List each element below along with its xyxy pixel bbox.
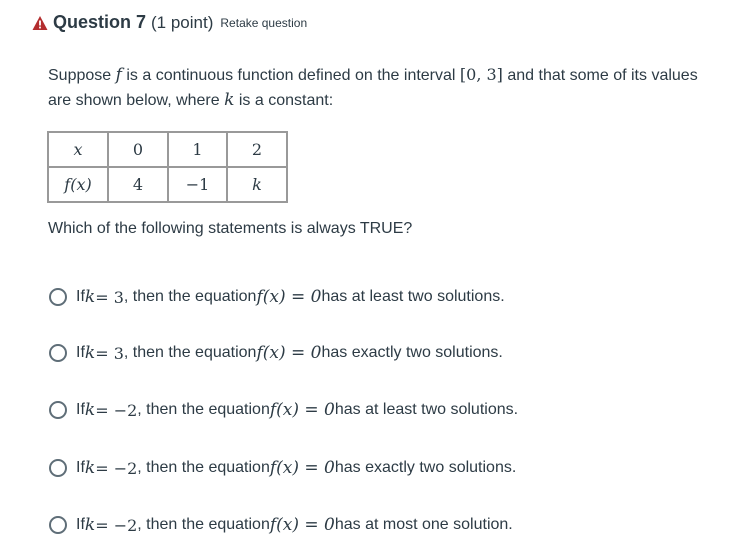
option-text: If (76, 459, 85, 476)
table-cell: 4 (108, 167, 168, 202)
table-header-x: x (48, 132, 108, 167)
answer-option[interactable] (49, 287, 505, 307)
option-text: has at least two solutions. (321, 288, 505, 305)
option-text: , then the equation (123, 288, 257, 305)
option-text: , then the equation (137, 516, 270, 533)
radio-button[interactable] (49, 288, 67, 306)
option-text: , then the equation (137, 401, 270, 418)
radio-button[interactable] (49, 401, 67, 419)
math-k: k (84, 458, 96, 478)
option-text: If (76, 288, 85, 305)
table-header-fx: f(x) (48, 167, 108, 202)
math-condition: = 3 (95, 287, 124, 307)
math-equation: f(x) = 0 (269, 515, 335, 535)
table-cell: k (227, 167, 287, 202)
option-text: has at least two solutions. (334, 401, 519, 418)
table-cell: −1 (168, 167, 227, 202)
answer-option[interactable] (49, 458, 516, 478)
question-points: (1 point) (151, 12, 214, 32)
table-cell: 2 (227, 132, 287, 167)
math-condition: = 3 (95, 343, 124, 363)
answer-option[interactable] (49, 400, 518, 420)
question-text-part: is a constant: (234, 92, 334, 109)
table-row-fx (48, 167, 287, 202)
math-f: f (115, 65, 122, 85)
option-text: has exactly two solutions. (321, 344, 503, 361)
retake-question-link[interactable]: Retake question (220, 15, 308, 30)
question-title: Question 7 (53, 12, 147, 32)
math-condition: = −2 (95, 515, 138, 535)
question-text (48, 62, 718, 113)
option-text: has exactly two solutions. (334, 459, 517, 476)
table-cell: 1 (168, 132, 227, 167)
radio-button[interactable] (49, 459, 67, 477)
math-k: k (84, 343, 96, 363)
values-table (47, 131, 288, 203)
math-equation: f(x) = 0 (269, 458, 335, 478)
table-row-x (48, 132, 287, 167)
answer-option[interactable] (49, 343, 503, 363)
option-text: , then the equation (137, 459, 270, 476)
math-condition: = −2 (95, 458, 138, 478)
math-equation: f(x) = 0 (269, 400, 335, 420)
radio-button[interactable] (49, 516, 67, 534)
math-equation: f(x) = 0 (256, 343, 322, 363)
option-text: has at most one solution. (334, 516, 513, 533)
warning-icon (32, 15, 48, 31)
question-text-part: is a continuous function defined on the interval (121, 67, 460, 84)
question-text-part: and that some of its values are shown below, where (48, 67, 698, 109)
answer-option[interactable] (49, 515, 513, 535)
math-k: k (84, 400, 96, 420)
math-condition: = −2 (95, 400, 138, 420)
table-cell: 0 (108, 132, 168, 167)
option-text: If (76, 344, 85, 361)
math-k: k (84, 287, 96, 307)
math-interval: [0, 3] (459, 65, 503, 84)
question-header (32, 12, 307, 33)
radio-button[interactable] (49, 344, 67, 362)
question-prompt: Which of the following statements is always TRUE? (48, 220, 413, 237)
math-k: k (84, 515, 96, 535)
option-text: , then the equation (123, 344, 257, 361)
option-text: If (76, 401, 85, 418)
option-text: If (76, 516, 85, 533)
question-text-part: Suppose (48, 67, 116, 84)
math-k: k (224, 90, 235, 110)
math-equation: f(x) = 0 (256, 287, 322, 307)
